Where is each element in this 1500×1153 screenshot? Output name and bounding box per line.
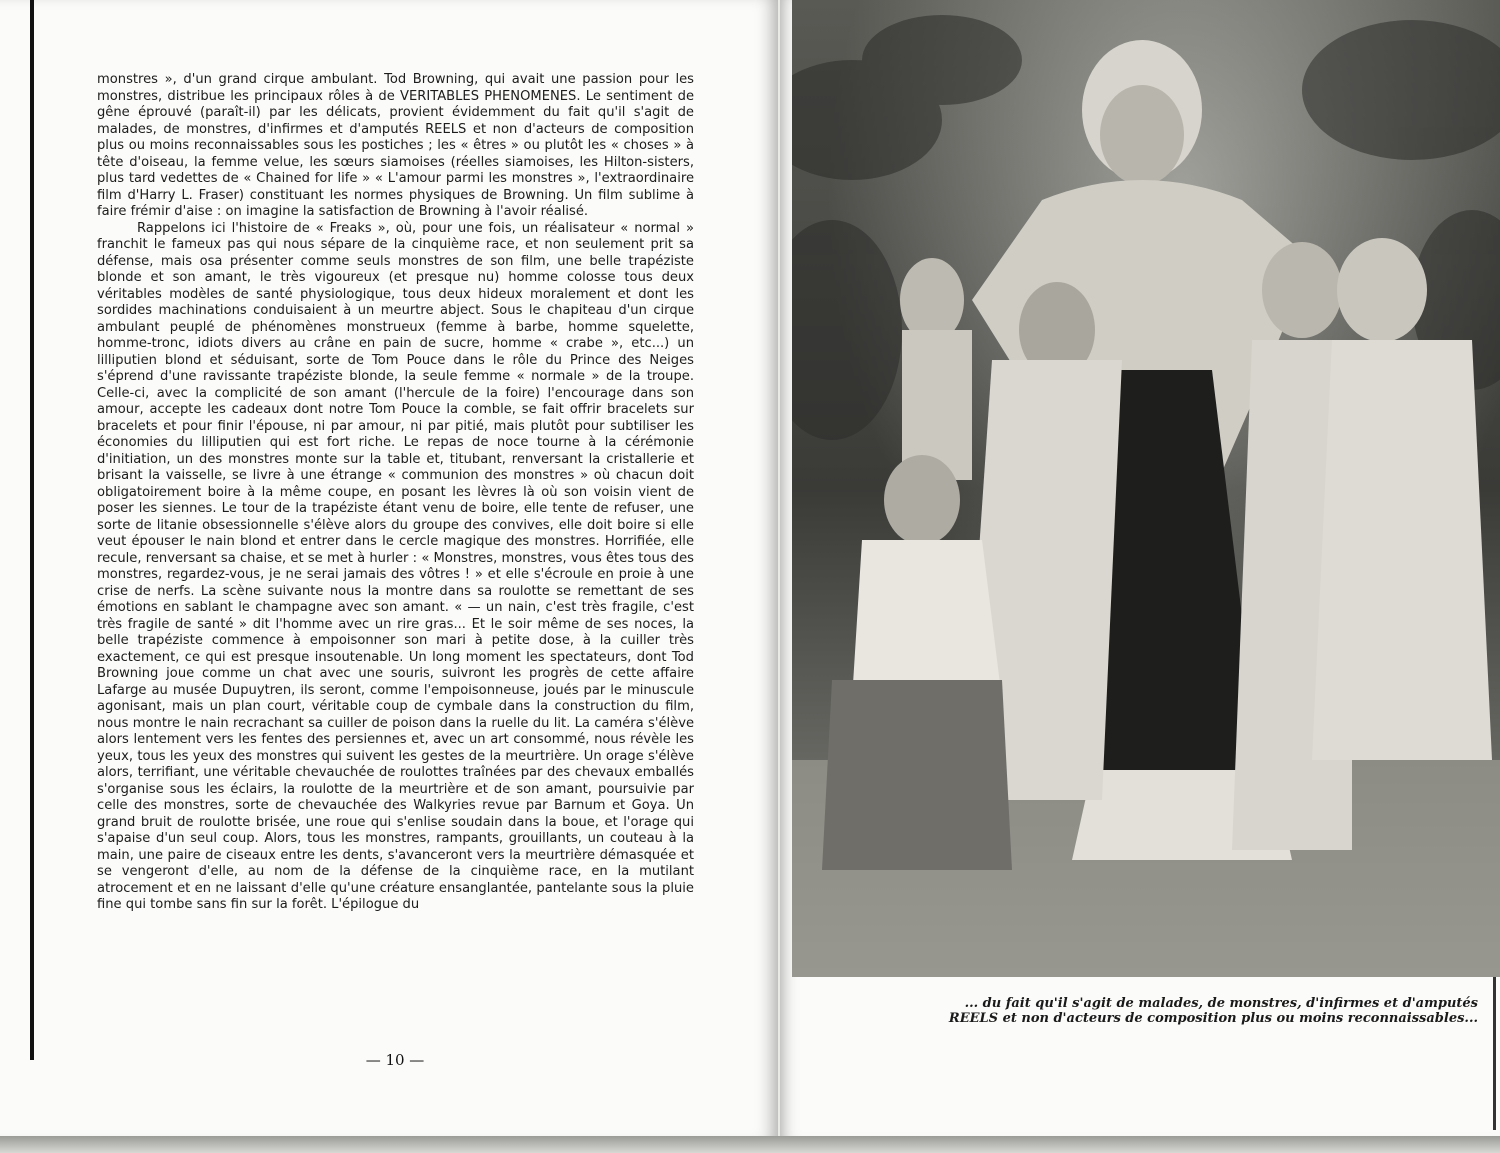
caption-line-1: ... du fait qu'il s'agit de malades, de monstres, d'infirmes et d'amputés [964, 996, 1478, 1011]
page-number: — 10 — [365, 1051, 425, 1069]
film-still-photo [792, 0, 1500, 977]
article-paragraph-2: Rappelons ici l'histoire de « Freaks », où, pour une fois, un réalisateur « normal » franchit le fameux pas qui nous sépare de la cinquième race, et non seulement prit sa défense, mais osa présenter comme seuls monstres de son film, une belle trapéziste blonde et son amant, le très vigoureux (et presque nu) homme colosse tous deux véritables modèles de santé physiologique, tous deux hideux moralement et dont les sordides machinations conduisaient à un meurtre abject. Sous le chapiteau d'un cirque ambulant peuplé de phénomènes monstrueux (femme à barbe, homme squelette, homme-tronc, idiots divers au crâne en pain de sucre, homme « crabe », etc...) un lilliputien blond et séduisant, sorte de Tom Pouce dans le rôle du Prince des Neiges s'éprend d'une ravissante trapéziste blonde, la seule femme « normale » de la troupe. Celle-ci, avec la complicité de son amant (l'hercule de la foire) l'encourage dans son amour, accepte les cadeaux dont notre Tom Pouce la comble, se fait offrir bracelets sur bracelets et pour finir l'épouse, ni par amour, ni par pitié, mais plutôt pour subtiliser les économies du lilliputien qui est fort riche. Le repas de noce tourne à la cérémonie d'initiation, un des monstres monte sur la table et, titubant, renversant la cristallerie et brisant la vaisselle, se livre à une étrange « communion des monstres » où chacun doit obligatoirement boire à la même coupe, en posant les lèvres là où son voisin vient de poser les siennes. Le tour de la trapéziste étant venu de boire, elle tente de refuser, une sorte de litanie obsessionnelle s'élève alors du groupe des convives, elle doit boire si elle veut épouser le nain blond et entrer dans le cercle magique des monstres. Horrifiée, elle recule, renversant sa chaise, et se met à hurler : « Monstres, monstres, vous êtes tous des monstres, regardez-vous, je ne serai jamais des vôtres ! » et elle s'écroule en proie à une crise de nerfs. La scène suivante nous la montre dans sa roulotte se remettant de ses émotions en sablant le champagne avec son amant. « — un nain, c'est très fragile, c'est très fragile de santé » dit l'homme avec un rire gras... Et le soir même de ses noces, la belle trapéziste commence à empoisonner son mari à petite dose, à la cuiller très exactement, ce qui est presque insoutenable. Un long moment les spectateurs, dont Tod Browning joue comme un chat avec une souris, suivront les progrès de cette affaire Lafarge au musée Dupuytren, ils seront, comme l'empoisonneuse, joués par le minuscule agonisant, mais un plan court, véritable coup de cymbale dans la construction du film, nous montre le nain recrachant sa cuiller de poison dans la ruelle du lit. La caméra s'élève alors lentement vers les fentes des persiennes et, avec un art consommé, nous révèle les yeux, tous les yeux des monstres qui suivent les gestes de la meurtrière. Un orage s'élève alors, terrifiant, une véritable chevauchée de roulottes traînées par des chevaux emballés s'organise sous les éclairs, la roulotte de la meurtrière et de son amant, poursuivie par celle des monstres, sorte de chevauchée des Walkyries revue par Barnum et Goya. Un grand bruit de roulotte brisée, une roue qui s'enlise soudain dans la boue, et l'orage qui s'apaise d'un seul coup. Alors, tous les monstres, rampants, grouillants, un couteau à la main, une paire de ciseaux entre les dents, s'avanceront vers la meurtrière démasquée et se vengeront d'elle, au nom de la défense de la cinquième race, en la mutilant atrocement et en ne laissant d'elle qu'une créature ensanglantée, pantelante sous la pluie fine qui tombe sans fin sur la forêt. L'épilogue du [97, 220, 694, 912]
spread-bottom-shadow [0, 1136, 1500, 1153]
left-page-edge [30, 0, 34, 1060]
article-text [97, 72, 694, 914]
photo-caption [850, 996, 1478, 1026]
photo-illustration [792, 0, 1500, 977]
article-paragraph-1: monstres », d'un grand cirque ambulant. Tod Browning, qui avait une passion pour les monstres, distribue les principaux rôles à de VERITABLES PHENOMENES. Le sentiment de gêne éprouvé (paraît-il) par les délicats, provient évidemment du fait qu'il s'agit de malades, de monstres, d'infirmes et d'amputés REELS et non d'acteurs de composition plus ou moins reconnaissables sous les postiches ; les « êtres » ou plutôt les « choses » à tête d'oiseau, la femme velue, les sœurs siamoises (réelles siamoises, les Hilton-sisters, plus tard vedettes de « Chained for life » « L'amour parmi les monstres », l'extraordinaire film d'Harry L. Fraser) constituant les normes physiques de Browning. Un film sublime à faire frémir d'aise : on imagine la satisfaction de Browning à l'avoir réalisé. [97, 72, 694, 219]
caption-line-2: REELS et non d'acteurs de composition plus ou moins reconnaissables... [948, 1011, 1478, 1026]
